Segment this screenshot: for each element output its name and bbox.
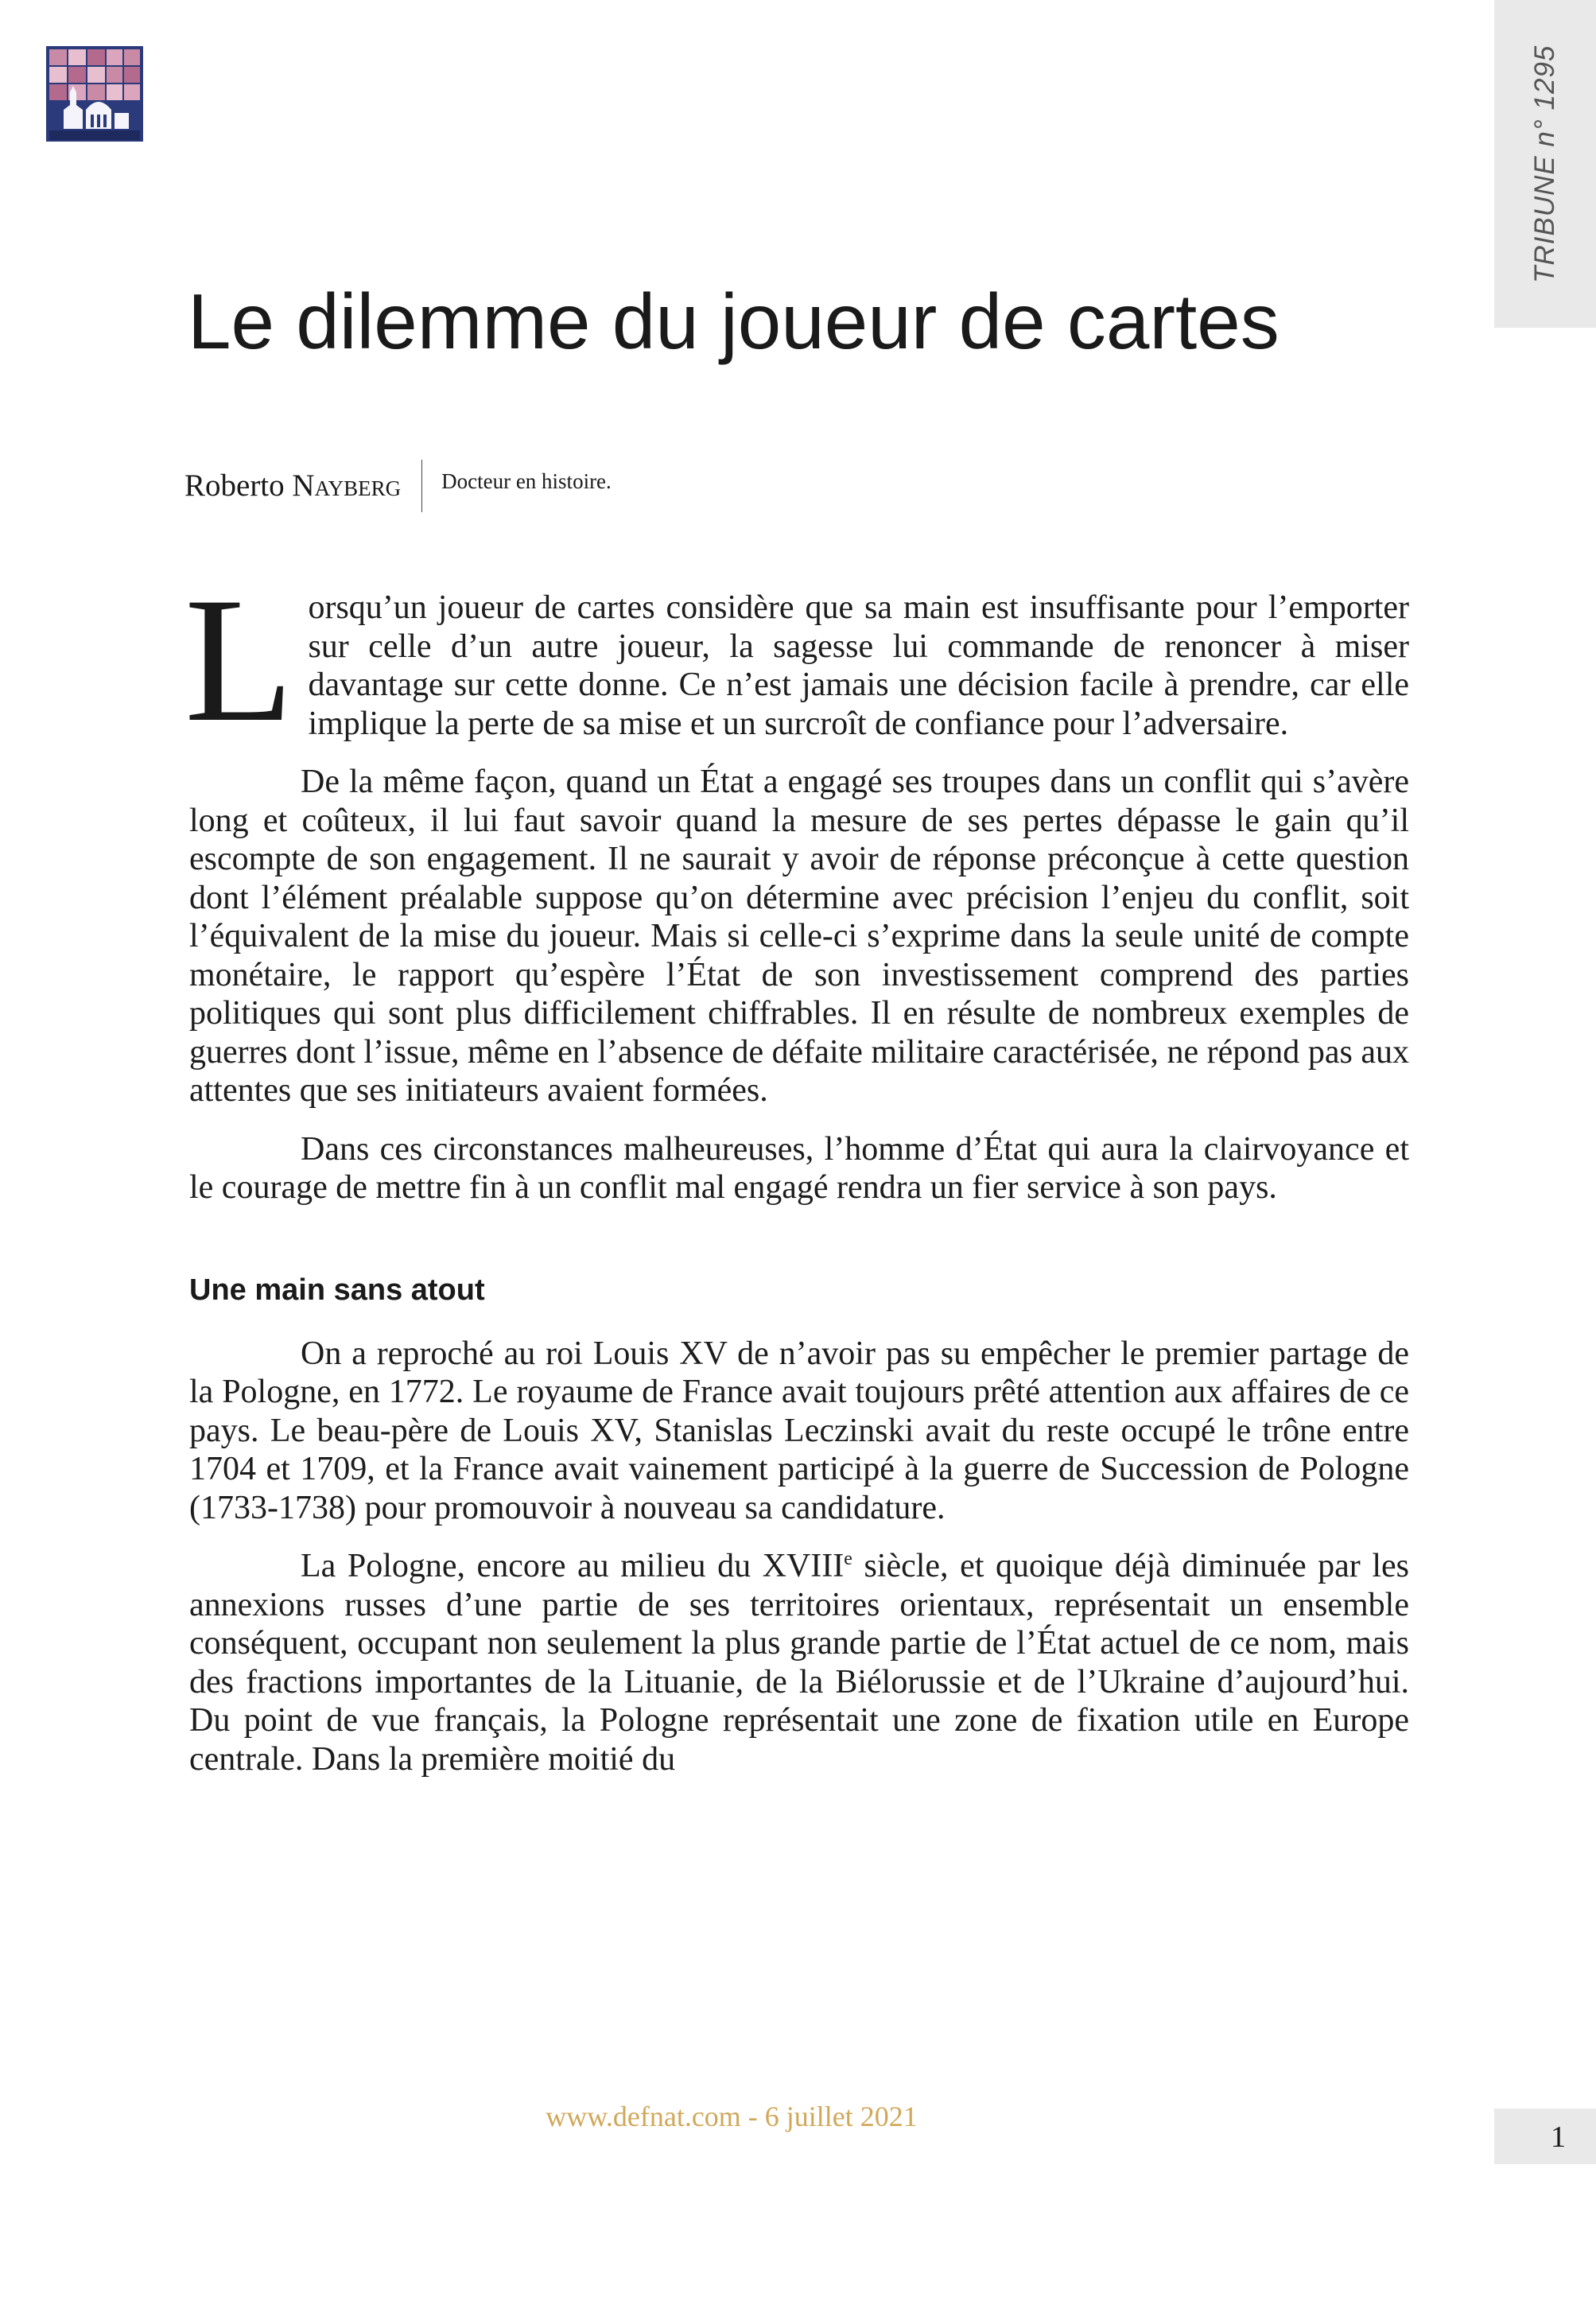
drop-cap: L xyxy=(184,560,294,759)
section-paragraph-1: On a reproché au roi Louis XV de n’avoir pas su empêcher le premier partage de la Pologne, en 1772. Le royaume de France avait toujours prêté attention aux affaires de ce pays. Le beau-père de Louis XV, Stanislas Leczinski avait du reste occupé le trône entre 1704 et 1709, et la France avait vainement participé à la guerre de Succession de Pologne (1733-1738) pour promouvoir à nouveau sa candidature. xyxy=(189,1335,1409,1526)
article-body xyxy=(184,560,1409,1798)
intro-paragraph-2: De la même façon, quand un État a engagé ses troupes dans un conflit qui s’avère long et coûteux, il lui faut savoir quand la mesure de ses pertes dépasse le gain qu’il escompte de son engagement. Il ne saurait y avoir de réponse préconçue à cette question dont l’élément préalable suppose qu’on détermine avec précision l’enjeu du conflit, soit l’équivalent de la mise du joueur. Mais si celle-ci s’exprime dans la seule unité de compte monétaire, le rapport qu’espère l’État de son investissement comprend des parties politiques qui sont plus difficilement chiffrables. Il en résulte de nombreux exemples de guerres dont l’issue, même en l’absence de défaite militaire caractérisée, ne répond pas aux attentes que ses initiateurs avaient formées. xyxy=(189,764,1409,1109)
page-number-box xyxy=(1494,2109,1596,2164)
intro-paragraph-3: Dans ces circonstances malheureuses, l’homme d’État qui aura la clairvoyance et le courage de mettre fin à un conflit mal engagé rendra un fier service à son pays. xyxy=(189,1130,1409,1206)
article-title: Le dilemme du joueur de cartes xyxy=(188,278,1280,365)
byline xyxy=(184,460,612,512)
section-paragraph-2-text-a: La Pologne, encore au milieu du XVIII xyxy=(301,1548,845,1584)
author-first-name: Roberto xyxy=(184,468,285,503)
section-paragraph-2-text-b: siècle, et quoique déjà diminuée par les annexions russes d’une partie de ses territoires orientaux, représentait un ensemble conséquent, occupant non seulement la plus grande partie de l’État actuel de ce nom, mais des fractions importantes de la Lituanie, de la Biélorussie et de l’Ukraine d’aujourd’hui. Du point de vue français, la Pologne représentait une zone de fixation utile en Europe centrale. Dans la première moitié du xyxy=(189,1548,1409,1778)
author-surname: Nayberg xyxy=(292,468,402,503)
page-number: 1 xyxy=(1551,2120,1566,2154)
footer-site-date: www.defnat.com - 6 juillet 2021 xyxy=(546,2101,918,2132)
section-heading: Une main sans atout xyxy=(189,1273,485,1307)
intro-paragraph-1-text: orsqu’un joueur de cartes considère que sa main est insuffisante pour l’emporter sur celle d’un autre joueur, la sagesse lui commande de renoncer à miser davantage sur cette donne. Ce n’est jamais une décision facile à prendre, car elle implique la perte de sa mise et un surcroît de confiance pour l’adversaire. xyxy=(308,589,1409,742)
logo-emblem xyxy=(46,46,143,142)
author-name xyxy=(184,460,422,512)
intro-paragraph-1 xyxy=(184,560,1409,759)
section-paragraph-2 xyxy=(189,1547,1409,1778)
series-tab xyxy=(1494,0,1596,328)
series-label: TRIBUNE n° 1295 xyxy=(1529,45,1560,283)
logo-image xyxy=(46,46,143,142)
superscript: e xyxy=(844,1549,852,1569)
author-credential: Docteur en histoire. xyxy=(441,468,612,493)
